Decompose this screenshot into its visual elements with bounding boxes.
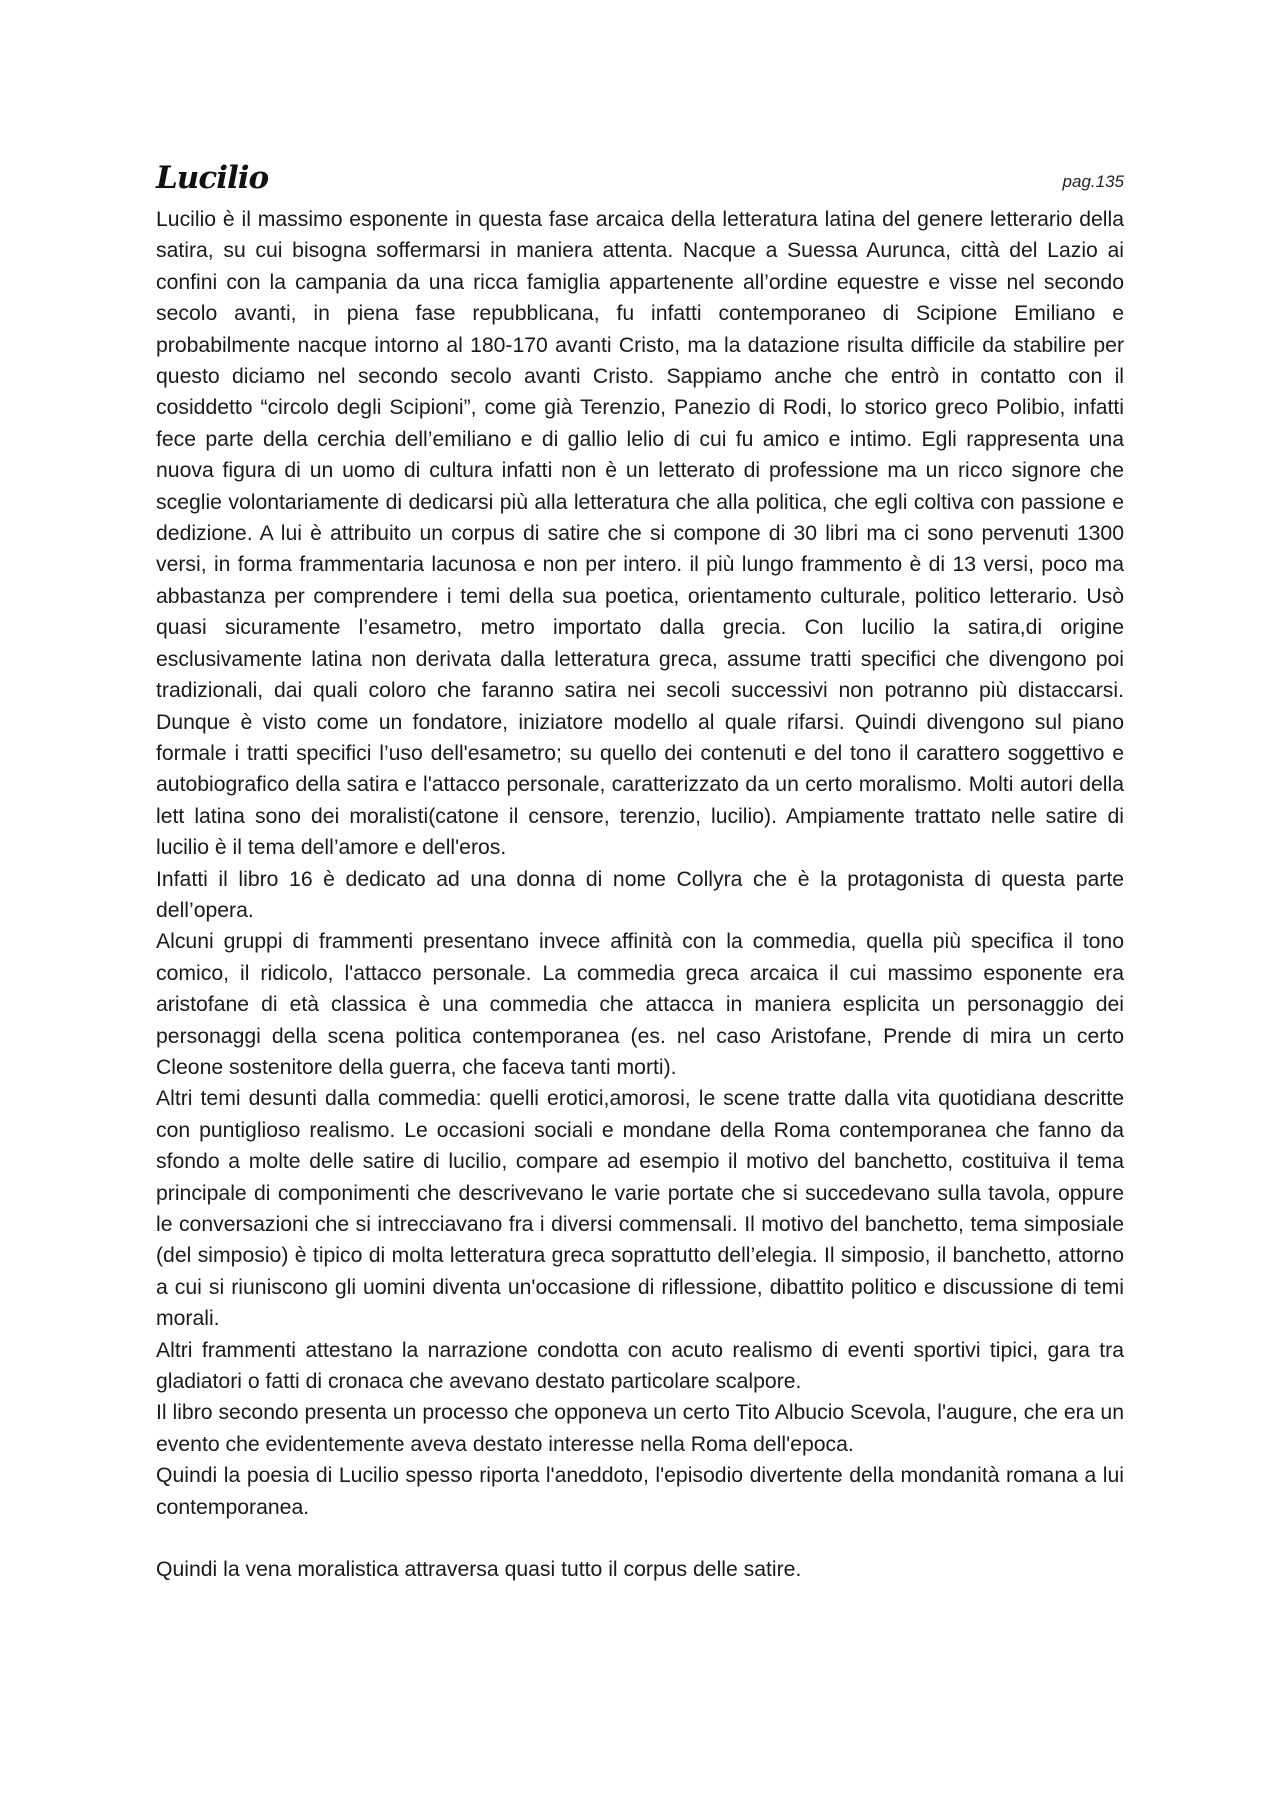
paragraph-frammenti: Altri frammenti attestano la narrazione condotta con acuto realismo di eventi sportivi tipici, gara tra gladiatori o fatti di cronaca che avevano destato particolare scalpore. — [156, 1338, 1124, 1394]
page-title: Lucilio — [156, 160, 269, 196]
page-reference: pag.135 — [1062, 172, 1124, 191]
paragraph-aneddoto: Quindi la poesia di Lucilio spesso riporta l'aneddoto, l'episodio divertente della mondanità romana a lui contemporanea. — [156, 1464, 1124, 1519]
document-page — [156, 160, 1124, 1586]
paragraph-spacer — [156, 1523, 1124, 1554]
page-header — [156, 160, 1124, 204]
paragraph-conclusion: Quindi la vena moralistica attraversa quasi tutto il corpus delle satire. — [156, 1558, 802, 1582]
paragraph-libro-secondo: Il libro secondo presenta un processo che opponeva un certo Tito Albucio Scevola, l'augure, che era un evento che evidentemente aveva destato interesse nella Roma dell'epoca. — [156, 1401, 1124, 1456]
document-body — [156, 204, 1124, 1586]
paragraph-collyra: Infatti il libro 16 è dedicato ad una donna di nome Collyra che è la protagonista di questa parte dell’opera. — [156, 867, 1124, 922]
paragraph-altri-temi: Altri temi desunti dalla commedia: quelli erotici,amorosi, le scene tratte dalla vita quotidiana descritte con puntiglioso realismo. Le occasioni sociali e mondane della Roma contemporanea che fanno da sfondo a molte delle satire di lucilio, compare ad esempio il motivo del banchetto, costituiva il tema principale di componimenti che descrivevano le varie portate che si succedevano sulla tavola, oppure le conversazioni che si intrecciavano fra i diversi commensali. Il motivo del banchetto, tema simposiale (del simposio) è tipico di molta letteratura greca soprattutto dell’elegia. Il simposio, il banchetto, attorno a cui si riuniscono gli uomini diventa un'occasione di riflessione, dibattito politico e discussione di temi morali. — [156, 1087, 1124, 1331]
paragraph-intro: Lucilio è il massimo esponente in questa fase arcaica della letteratura latina del genere letterario della satira, su cui bisogna soffermarsi in maniera attenta. Nacque a Suessa Aurunca, città del Lazio ai confini con la campania da una ricca famiglia appartenente all’ordine equestre e visse nel secondo secolo avanti, in piena fase repubblicana, fu infatti contemporaneo di Scipione Emiliano e probabilmente nacque intorno al 180-170 avanti Cristo, ma la datazione risulta difficile da stabilire per questo diciamo nel secondo secolo avanti Cristo. Sappiamo anche che entrò in contatto con il cosiddetto “circolo degli Scipioni”, come già Terenzio, Panezio di Rodi, lo storico greco Polibio, infatti fece parte della cerchia dell’emiliano e di gallio lelio di cui fu amico e intimo. Egli rappresenta una nuova figura di un uomo di cultura infatti non è un letterato di professione ma un ricco signore che sceglie volontariamente di dedicarsi più alla letteratura che alla politica, che egli coltiva con passione e dedizione. A lui è attribuito un corpus di satire che si compone di 30 libri ma ci sono pervenuti 1300 versi, in forma frammentaria lacunosa e non per intero. il più lungo frammento è di 13 versi, poco ma abbastanza per comprendere i temi della sua poetica, orientamento culturale, politico letterario. Usò quasi sicuramente l’esametro, metro importato dalla grecia. Con lucilio la satira,di origine esclusivamente latina non derivata dalla letteratura greca, assume tratti specifici che divengono poi tradizionali, dai quali coloro che faranno satira nei secoli successivi non potranno più distaccarsi. Dunque è visto come un fondatore, iniziatore modello al quale rifarsi. Quindi divengono sul piano formale i tratti specifici l’uso dell'esametro; su quello dei contenuti e del tono il carattero soggettivo e autobiografico della satira e l'attacco personale, caratterizzato da un certo moralismo. Molti autori della lett latina sono dei moralisti(catone il censore, terenzio, lucilio). Ampiamente trattato nelle satire di lucilio è il tema dell’amore e dell'eros. — [156, 208, 1124, 860]
paragraph-commedia: Alcuni gruppi di frammenti presentano invece affinità con la commedia, quella più specifica il tono comico, il ridicolo, l'attacco personale. La commedia greca arcaica il cui massimo esponente era aristofane di età classica è una commedia che attacca in maniera esplicita un personaggio dei personaggi della scena politica contemporanea (es. nel caso Aristofane, Prende di mira un certo Cleone sostenitore della guerra, che faceva tanti morti). — [156, 930, 1124, 1079]
